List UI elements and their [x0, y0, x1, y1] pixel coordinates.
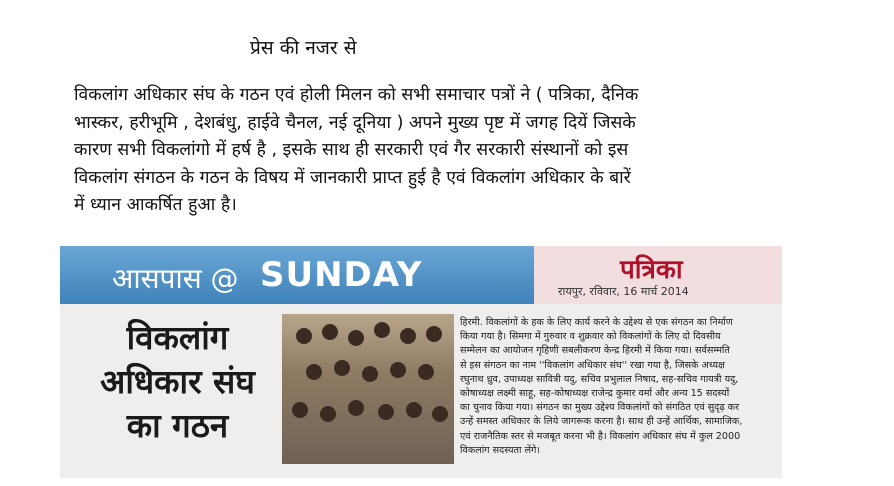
photo-person: [400, 328, 416, 344]
paragraph-line: में ध्यान आकर्षित हुआ है।: [74, 195, 237, 215]
photo-person: [418, 364, 434, 380]
photo-person: [432, 406, 448, 422]
page-heading: प्रेस की नजर से: [250, 37, 357, 59]
article-line: विकलांग सदस्यता लेंगे।: [460, 444, 541, 456]
article-line: किया गया है। सिमगा में गुरुवार व शुक्रवार को विकलांगों के लिए दो दिवसीय: [460, 331, 721, 343]
masthead-date: रायपुर, रविवार, 16 मार्च 2014: [558, 285, 689, 298]
banner-left-text: आसपास @: [112, 262, 239, 295]
photo-person: [348, 330, 364, 346]
newspaper-clipping: [60, 246, 782, 478]
masthead-name: पत्रिका: [620, 255, 683, 285]
section-banner: [60, 246, 534, 304]
photo-person: [306, 364, 322, 380]
article-line: रघुनाथ ध्रुव, उपाध्यक्ष सावित्री यदु, सचिव प्रभुलाल निषाद, सह-सचिव गायत्री यदु,: [460, 373, 739, 385]
group-photo: [282, 314, 454, 464]
paragraph-line: कारण सभी विकलांगो में हर्ष है , इसके साथ ही सरकारी एवं गैर सरकारी संस्थानों को इस: [74, 140, 629, 160]
photo-person: [320, 406, 336, 422]
photo-person: [292, 402, 308, 418]
headline-line: अधिकार संघ: [100, 362, 255, 401]
photo-person: [348, 400, 364, 416]
paragraph-line: विकलांग अधिकार संघ के गठन एवं होली मिलन को सभी समाचार पत्रों ने ( पत्रिका, दैनिक: [74, 85, 639, 105]
photo-person: [378, 404, 394, 420]
photo-person: [426, 326, 442, 342]
photo-person: [334, 360, 350, 376]
photo-person: [362, 366, 378, 382]
headline-line: विकलांग: [126, 318, 229, 357]
article-line: एवं राजनैतिक स्तर से मजबूत करना भी है। विकलांग अधिकार संघ में कुल 2000: [460, 430, 741, 442]
photo-person: [390, 362, 406, 378]
headline-line: का गठन: [126, 406, 229, 445]
article-line: उन्हें समस्त अधिकार के लिये जागरूक करना है। साथ ही उन्हें आर्थिक, सामाजिक,: [460, 416, 743, 428]
summary-paragraph: [74, 82, 794, 220]
article-line: का चुनाव किया गया। संगठन का मुख्य उद्देश्य विकलांगों को संगठित एवं सुदृढ़ कर: [460, 402, 740, 414]
article-line: सम्मेलन का आयोजन गृहिणी सबलीकरण केन्द्र हिरमी में किया गया। सर्वसम्मति: [460, 345, 730, 357]
article-body: [460, 316, 776, 458]
banner-sunday-text: SUNDAY: [260, 255, 423, 295]
paragraph-line: विकलांग संगठन के गठन के विषय में जानकारी प्राप्त हुई है एवं विकलांग अधिकार के बारें: [74, 167, 631, 188]
article-line: हिरमी. विकलांगों के हक के लिए कार्य करने के उद्देश्य से एक संगठन का निर्माण: [460, 317, 733, 328]
photo-person: [374, 322, 390, 338]
article-line: से इस संगठन का नाम ''विकलांग अधिकार संघ'' रखा गया है, जिसके अध्यक्ष: [460, 359, 725, 371]
photo-person: [406, 402, 422, 418]
photo-person: [296, 328, 312, 344]
article-headline: [80, 316, 275, 448]
paragraph-line: भास्कर, हरीभूमि , देशबंधु, हाईवे चैनल, नई दूनिया ) अपने मुख्य पृष्ट में जगह दियें जिसके: [74, 112, 636, 133]
photo-person: [322, 324, 338, 340]
article-line: कोषाध्यक्ष लक्ष्मी साहू, सह-कोषाध्यक्ष राजेन्द्र कुमार वर्मा और अन्य 15 सदस्यों: [460, 388, 730, 400]
